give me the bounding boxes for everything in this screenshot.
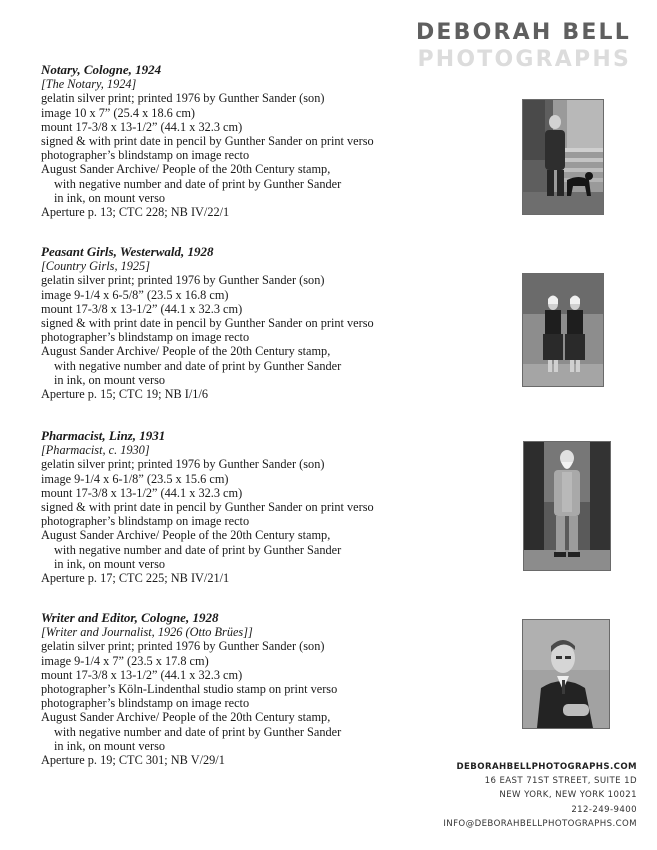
detail-line: mount 17-3/8 x 13-1/2” (44.1 x 32.3 cm) <box>41 667 243 682</box>
detail-line: image 9-1/4 x 6-5/8” (23.5 x 16.8 cm) <box>41 287 229 302</box>
detail-line: signed & with print date in pencil by Gunther Sander on print verso <box>41 134 374 149</box>
detail-line: gelatin silver print; printed 1976 by Gunther Sander (son) <box>41 639 325 654</box>
artwork-title: Notary, Cologne, 1924 <box>41 62 162 77</box>
detail-line: signed & with print date in pencil by Gunther Sander on print verso <box>41 316 374 331</box>
detail-line: photographer’s Köln-Lindenthal studio stamp on print verso <box>41 682 338 697</box>
artwork-entry <box>41 429 374 585</box>
detail-line: mount 17-3/8 x 13-1/2” (44.1 x 32.3 cm) <box>41 119 243 134</box>
logo-name: DEBORAH BELL <box>415 20 631 45</box>
detail-line: in ink, on mount verso <box>54 738 166 753</box>
artwork-title: Pharmacist, Linz, 1931 <box>41 428 166 443</box>
address-line-2: NEW YORK, NEW YORK 10021 <box>499 790 637 801</box>
artwork-entry <box>41 245 374 401</box>
contact-footer <box>443 760 637 831</box>
writer-photo <box>522 619 610 729</box>
detail-line: with negative number and date of print by Gunther Sander <box>54 542 342 557</box>
logo-subtitle: PHOTOGRAPHS <box>417 47 631 72</box>
address-line-1: 16 EAST 71ST STREET, SUITE 1D <box>484 776 637 787</box>
detail-line: in ink, on mount verso <box>54 372 166 387</box>
detail-line: August Sander Archive/ People of the 20th Century stamp, <box>41 162 331 177</box>
reference-line: Aperture p. 19; CTC 301; NB V/29/1 <box>41 753 225 768</box>
artwork-entry <box>41 63 374 219</box>
detail-line: gelatin silver print; printed 1976 by Gunther Sander (son) <box>41 91 325 106</box>
original-title: [Writer and Journalist, 1926 (Otto Brües]] <box>41 625 253 640</box>
detail-line: photographer’s blindstamp on image recto <box>41 148 250 163</box>
website-link[interactable]: DEBORAHBELLPHOTOGRAPHS.COM <box>456 762 637 772</box>
gallery-logo <box>416 22 631 71</box>
phone-number: 212-249-9400 <box>571 804 637 815</box>
detail-line: mount 17-3/8 x 13-1/2” (44.1 x 32.3 cm) <box>41 301 243 316</box>
detail-line: image 9-1/4 x 6-1/8” (23.5 x 15.6 cm) <box>41 471 229 486</box>
artwork-entry <box>41 611 341 767</box>
reference-line: Aperture p. 17; CTC 225; NB IV/21/1 <box>41 571 230 586</box>
detail-line: signed & with print date in pencil by Gunther Sander on print verso <box>41 500 374 515</box>
detail-line: with negative number and date of print by Gunther Sander <box>54 176 342 191</box>
detail-line: in ink, on mount verso <box>54 190 166 205</box>
detail-line: photographer’s blindstamp on image recto <box>41 696 250 711</box>
artwork-title: Writer and Editor, Cologne, 1928 <box>41 610 219 625</box>
reference-line: Aperture p. 15; CTC 19; NB I/1/6 <box>41 387 209 402</box>
detail-line: with negative number and date of print by Gunther Sander <box>54 358 342 373</box>
detail-line: gelatin silver print; printed 1976 by Gunther Sander (son) <box>41 457 325 472</box>
detail-line: August Sander Archive/ People of the 20th Century stamp, <box>41 344 331 359</box>
detail-line: mount 17-3/8 x 13-1/2” (44.1 x 32.3 cm) <box>41 485 243 500</box>
email-link[interactable]: INFO@DEBORAHBELLPHOTOGRAPHS.COM <box>443 818 637 829</box>
artwork-title: Peasant Girls, Westerwald, 1928 <box>41 244 214 259</box>
detail-line: with negative number and date of print by Gunther Sander <box>54 724 342 739</box>
detail-line: gelatin silver print; printed 1976 by Gunther Sander (son) <box>41 273 325 288</box>
detail-line: in ink, on mount verso <box>54 556 166 571</box>
pharmacist-photo <box>523 441 611 571</box>
detail-line: image 10 x 7” (25.4 x 18.6 cm) <box>41 105 196 120</box>
reference-line: Aperture p. 13; CTC 228; NB IV/22/1 <box>41 205 230 220</box>
detail-line: photographer’s blindstamp on image recto <box>41 330 250 345</box>
original-title: [Pharmacist, c. 1930] <box>41 443 150 458</box>
peasant-girls-photo <box>522 273 604 387</box>
original-title: [Country Girls, 1925] <box>41 259 150 274</box>
detail-line: photographer’s blindstamp on image recto <box>41 514 250 529</box>
notary-photo <box>522 99 604 215</box>
original-title: [The Notary, 1924] <box>41 77 137 92</box>
detail-line: August Sander Archive/ People of the 20th Century stamp, <box>41 710 331 725</box>
detail-line: August Sander Archive/ People of the 20th Century stamp, <box>41 528 331 543</box>
detail-line: image 9-1/4 x 7” (23.5 x 17.8 cm) <box>41 653 209 668</box>
